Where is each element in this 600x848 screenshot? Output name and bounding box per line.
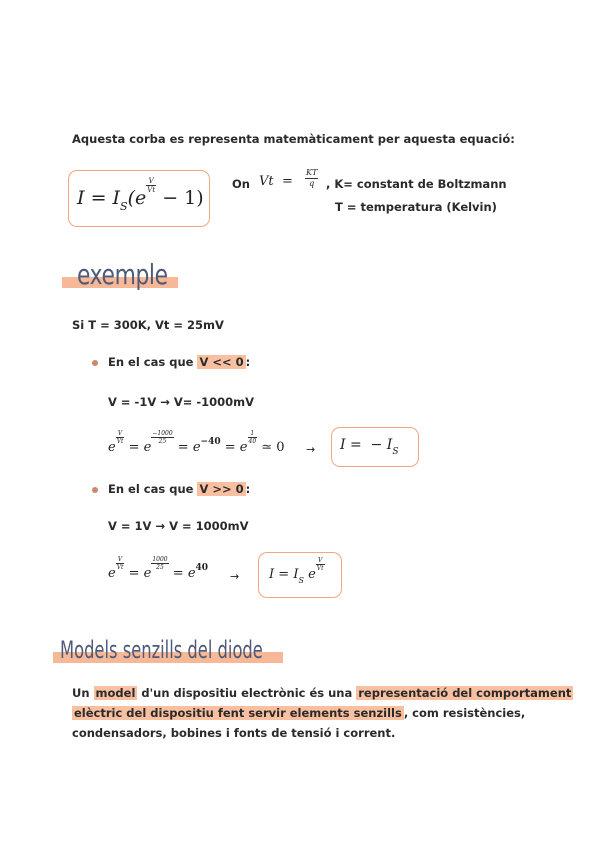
case2-values: V = 1V → V = 1000mV [108,519,249,533]
case1-equation: e $\frac{V}{Vt}$ = e $\frac{-1000}{25}$ = $e^{-40} = e$ $\frac{1}{40}$ ≃ 0 [108,430,285,455]
vt-equals: = [282,174,293,189]
case2-highlight: V >> 0 [199,482,244,496]
given-values: Si T = 300K, Vt = 25mV [72,318,224,332]
case1-highlight: V << 0 [199,355,244,369]
eq-equals: = [90,187,107,209]
case2-result: $I = I_S$ e $\frac{V}{Vt}$ [269,557,324,585]
vt-label: Vt [259,174,274,189]
highlight-representacio: representació del comportament [358,686,572,700]
on-label: On [232,177,250,191]
case2-line: En el cas que V >> 0 : [108,482,251,496]
bullet-case1 [92,360,98,366]
intro-text: Aquesta corba es representa matemàticament per aquesta equació: [72,132,515,146]
eq-is-sub: S [120,200,128,213]
heading-models: Models senzills del diode [60,636,263,664]
eq-paren-e: (e [127,187,147,209]
t-definition: T = temperatura (Kelvin) [335,200,497,214]
case2-arrow: → [230,570,240,583]
case1-line: En el cas que V << 0 : [108,355,251,369]
case1-arrow: → [306,443,316,456]
highlight-model: model [95,686,136,700]
main-equation [77,176,204,213]
case1-result: I = − $I_S$ [340,437,399,457]
case2-equation: e $\frac{V}{Vt}$ = e $\frac{1000}{25}$ = $e^{40}$ [108,556,209,581]
k-definition: , K= constant de Boltzmann [326,177,507,191]
highlight-electric: elèctric del dispositiu fent servir elements senzills [74,706,402,720]
paragraph-line2: elèctric del dispositiu fent servir elements senzills , com resistències, [74,706,526,720]
paragraph-line1: Un model d'un dispositiu electrònic és una representació del comportament [72,686,572,700]
eq-is: I [112,187,121,209]
case1-result-box [331,427,419,467]
case2-result-box [258,552,342,598]
bullet-case2 [92,487,98,493]
kt-fraction: $\frac{KT}{q}$ [306,168,318,188]
eq-exponent: $\frac{V}{Vt}$ [147,176,156,194]
paragraph-line3: condensadors, bobines i fonts de tensió i corrent. [72,726,396,740]
eq-lhs: I [77,187,85,209]
main-equation-box [68,170,210,227]
case1-values: V = -1V → V= -1000mV [108,395,255,409]
eq-minus-one: − 1) [162,187,204,209]
heading-exemple: exemple [77,258,168,291]
